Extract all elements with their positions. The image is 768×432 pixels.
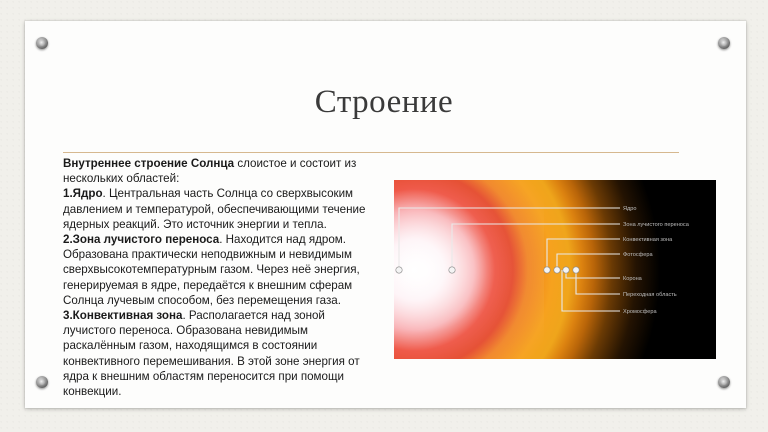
item-convective	[63, 308, 381, 399]
item-radiative-text: . Находится над ядром. Образована практически неподвижным и невидимым сверхвысокотемпературным газом. Через неё энергия, генерируемая в ядре, передаётся к внешним сферам Солнца лучевым способом, без перемещения газа.	[63, 233, 360, 307]
pushpin-icon-top-right	[718, 37, 730, 49]
intro-paragraph	[63, 156, 381, 186]
label-chromosphere: Хромосфера	[623, 309, 657, 315]
label-photosphere: Фотосфера	[623, 252, 653, 258]
label-core: Ядро	[623, 206, 637, 212]
intro-rest: слоистое и состоит из нескольких областей:	[63, 157, 357, 186]
item-convective-text: . Располагается над зоной лучистого переноса. Образована невидимым раскалённым газом, находящимся в состоянии конвективного перемешивания. В этой зоне энергия от ядра к внешним областям переносится при помощи конвекции.	[63, 309, 360, 399]
pushpin-icon-bottom-right	[718, 376, 730, 388]
label-convective-zone: Конвективная зона	[623, 237, 673, 243]
sun-core-glow	[394, 180, 544, 359]
item-radiative	[63, 232, 381, 308]
slide-title: Строение	[314, 84, 454, 120]
body-text	[63, 156, 381, 399]
pushpin-icon-top-left	[36, 37, 48, 49]
item-convective-heading: 3.Конвективная зона	[63, 309, 183, 323]
label-radiative-zone: Зона лучистого переноса	[623, 222, 689, 228]
item-core-heading: 1.Ядро	[63, 187, 103, 201]
item-core-text: . Центральная часть Солнца со сверхвысоким давлением и температурой, обеспечивающими течение ядерных реакций. Это источник энергии и тепла.	[63, 187, 366, 231]
item-core	[63, 186, 381, 232]
pushpin-icon-bottom-left	[36, 376, 48, 388]
item-radiative-heading: 2.Зона лучистого переноса	[63, 233, 220, 247]
title-divider	[63, 152, 679, 153]
label-corona: Корона	[623, 276, 642, 282]
intro-bold: Внутреннее строение Солнца	[63, 157, 235, 170]
label-transition-region: Переходная область	[623, 292, 677, 298]
sun-structure-image	[394, 180, 716, 359]
